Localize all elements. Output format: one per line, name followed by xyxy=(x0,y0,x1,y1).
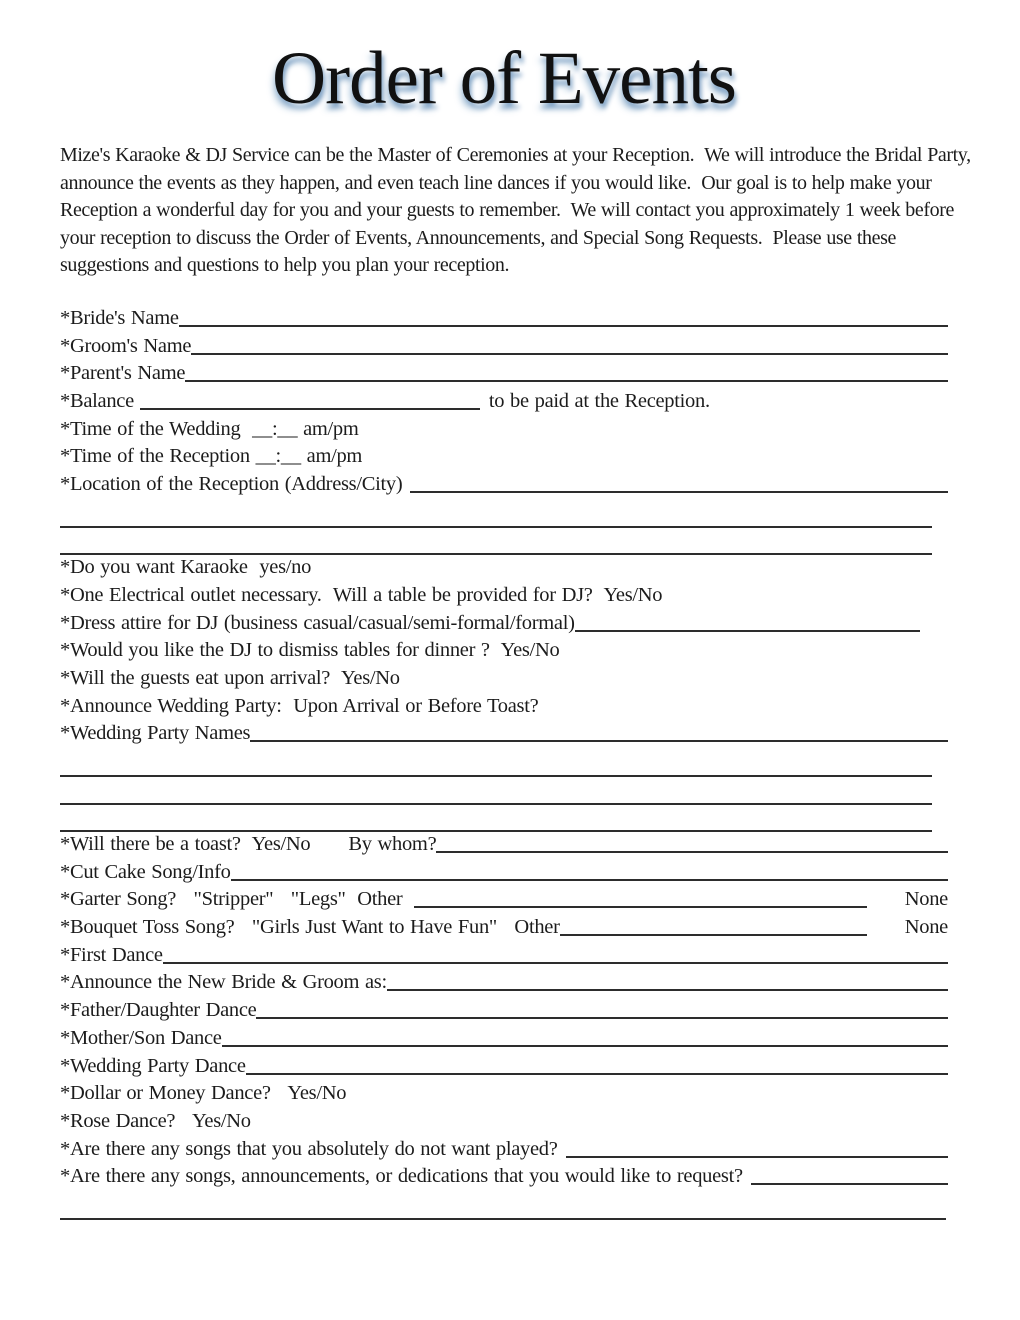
no-play-row xyxy=(60,1138,948,1166)
party-names-field[interactable] xyxy=(250,725,948,742)
party-dance-field[interactable] xyxy=(246,1058,948,1075)
parents-name-label: *Parent's Name xyxy=(60,362,186,385)
mother-son-label: *Mother/Son Dance xyxy=(60,1026,222,1049)
by-whom-field[interactable] xyxy=(436,836,948,853)
location-extra-field-2[interactable] xyxy=(60,538,932,555)
first-dance-label: *First Dance xyxy=(60,943,163,966)
garter-other-field[interactable] xyxy=(414,891,867,908)
party-names-extra-row-2 xyxy=(60,778,948,806)
requests-row xyxy=(60,1165,948,1193)
dismiss-tables-row xyxy=(60,639,948,667)
no-play-field[interactable] xyxy=(566,1141,948,1158)
mother-son-row xyxy=(60,1027,948,1055)
parents-name-row xyxy=(60,362,948,390)
dress-attire-row xyxy=(60,612,948,640)
bouquet-song-label: *Bouquet Toss Song? "Girls Just Want to Have Fun" Other xyxy=(60,916,560,939)
dollar-dance-row xyxy=(60,1082,948,1110)
toast-row xyxy=(60,833,948,861)
party-names-extra-field-1[interactable] xyxy=(60,760,932,777)
announce-couple-label: *Announce the New Bride & Groom as: xyxy=(60,971,387,994)
bouquet-other-field[interactable] xyxy=(560,919,867,936)
location-field[interactable] xyxy=(410,476,948,493)
reception-time-label: *Time of the Reception __:__ am/pm xyxy=(60,445,363,468)
rose-dance-row xyxy=(60,1110,948,1138)
karaoke-question: *Do you want Karaoke yes/no xyxy=(60,556,312,579)
announce-couple-field[interactable] xyxy=(387,974,948,991)
dismiss-tables-question: *Would you like the DJ to dismiss tables for dinner ? Yes/No xyxy=(60,639,560,662)
location-row xyxy=(60,473,948,501)
party-names-extra-row-3 xyxy=(60,805,948,833)
bouquet-song-row xyxy=(60,916,948,944)
brides-name-row xyxy=(60,307,948,335)
location-extra-field-1[interactable] xyxy=(60,511,932,528)
electrical-question: *One Electrical outlet necessary. Will a table be provided for DJ? Yes/No xyxy=(60,583,663,606)
requests-extra-row xyxy=(60,1200,948,1228)
party-names-extra-field-3[interactable] xyxy=(60,815,932,832)
brides-name-label: *Bride's Name xyxy=(60,306,179,329)
toast-question: *Will there be a toast? Yes/No xyxy=(60,833,311,856)
requests-field[interactable] xyxy=(751,1168,948,1185)
party-names-row xyxy=(60,722,948,750)
party-names-extra-field-2[interactable] xyxy=(60,788,932,805)
wedding-time-row xyxy=(60,418,948,446)
cut-cake-label: *Cut Cake Song/Info xyxy=(60,860,231,883)
dress-attire-field[interactable] xyxy=(575,615,920,632)
dollar-dance-question: *Dollar or Money Dance? Yes/No xyxy=(60,1082,347,1105)
reception-time-row xyxy=(60,445,948,473)
first-dance-field[interactable] xyxy=(163,947,948,964)
grooms-name-field[interactable] xyxy=(191,338,948,355)
eat-arrival-question: *Will the guests eat upon arrival? Yes/No xyxy=(60,666,400,689)
garter-song-row xyxy=(60,888,948,916)
announce-party-question: *Announce Wedding Party: Upon Arrival or Before Toast? xyxy=(60,694,539,717)
announce-couple-row xyxy=(60,971,948,999)
requests-question: *Are there any songs, announcements, or dedications that you would like to request? xyxy=(60,1165,743,1188)
party-dance-row xyxy=(60,1055,948,1083)
rose-dance-question: *Rose Dance? Yes/No xyxy=(60,1109,251,1132)
first-dance-row xyxy=(60,944,948,972)
electrical-row xyxy=(60,584,948,612)
wedding-time-label: *Time of the Wedding __:__ am/pm xyxy=(60,417,359,440)
balance-label: *Balance xyxy=(60,390,134,413)
eat-arrival-row xyxy=(60,667,948,695)
garter-none-option: None xyxy=(904,888,948,911)
bouquet-none-option: None xyxy=(904,916,948,939)
parents-name-field[interactable] xyxy=(185,365,948,382)
balance-suffix: to be paid at the Reception. xyxy=(488,390,710,413)
brides-name-field[interactable] xyxy=(179,310,948,327)
announce-party-row xyxy=(60,695,948,723)
father-daughter-label: *Father/Daughter Dance xyxy=(60,999,257,1022)
dress-attire-label: *Dress attire for DJ (business casual/casual/semi-formal/formal) xyxy=(60,611,575,634)
father-daughter-row xyxy=(60,999,948,1027)
location-extra-row-1 xyxy=(60,501,948,529)
party-names-extra-row-1 xyxy=(60,750,948,778)
location-label: *Location of the Reception (Address/City) xyxy=(60,473,403,496)
location-extra-row-2 xyxy=(60,528,948,556)
balance-row xyxy=(60,390,948,418)
father-daughter-field[interactable] xyxy=(256,1002,948,1019)
form-body xyxy=(60,307,948,1228)
mother-son-field[interactable] xyxy=(222,1030,948,1047)
party-dance-label: *Wedding Party Dance xyxy=(60,1054,246,1077)
grooms-name-row xyxy=(60,335,948,363)
karaoke-row xyxy=(60,556,948,584)
grooms-name-label: *Groom's Name xyxy=(60,334,192,357)
cut-cake-field[interactable] xyxy=(231,864,948,881)
cut-cake-row xyxy=(60,861,948,889)
balance-field[interactable] xyxy=(140,393,480,410)
by-whom-label: By whom? xyxy=(348,833,437,856)
no-play-question: *Are there any songs that you absolutely do not want played? xyxy=(60,1137,558,1160)
requests-extra-field[interactable] xyxy=(60,1203,946,1220)
intro-paragraph: Mize's Karaoke & DJ Service can be the Master of Ceremonies at your Reception. We will introduce the Bridal Party, announce the events as they happen, and even teach line dances if you would like. Our goal is to help make your Reception a wonderful day for you and your guests to remember. We will contact you approximately 1 week before your reception to discuss the Order of Events, Announcements, and Special Song Requests. Please use these suggestions and questions to help you plan your reception. xyxy=(60,144,971,277)
page-title: Order of Events xyxy=(271,37,736,120)
party-names-label: *Wedding Party Names xyxy=(60,722,251,745)
garter-song-label: *Garter Song? "Stripper" "Legs" Other xyxy=(60,888,409,911)
